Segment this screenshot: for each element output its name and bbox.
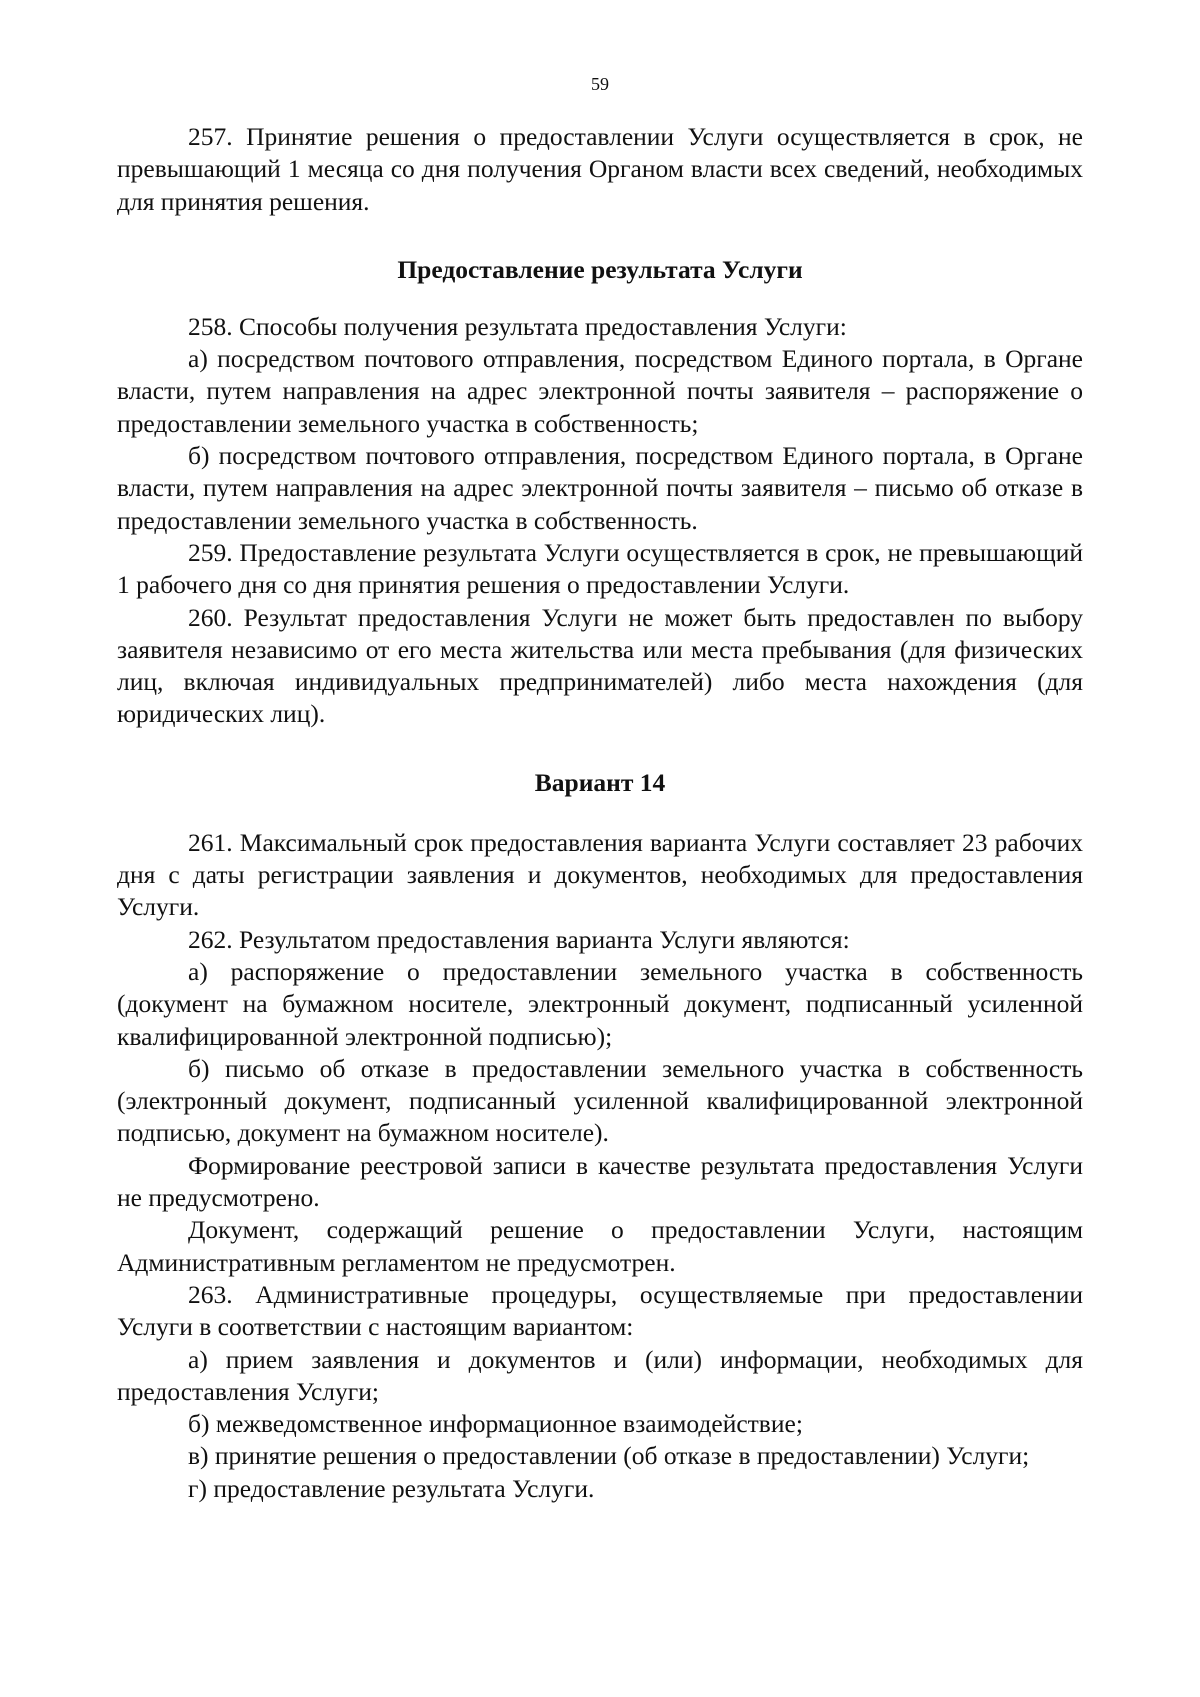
paragraph-registry-record: Формирование реестровой записи в качестве результата предоставления Услуги не предусмотрено. [117, 1150, 1083, 1213]
paragraph-258: 258. Способы получения результата предоставления Услуги: [188, 311, 847, 341]
section-heading-variant: Вариант 14 [534, 767, 666, 797]
paragraph-260: 260. Результат предоставления Услуги не может быть предоставлен по выбору заявителя независимо от его места жительства или места пребывания (для физических лиц, включая индивидуальных предпринимателей) либо места нахождения (для юридических лиц). [117, 602, 1083, 729]
paragraph-258-b: б) посредством почтового отправления, посредством Единого портала, в Органе власти, путем направления на адрес электронной почты заявителя – письмо об отказе в предоставлении земельного участка в собственность. [117, 441, 1083, 535]
paragraph-262: 262. Результатом предоставления варианта Услуги являются: [188, 924, 850, 954]
paragraph-261: 261. Максимальный срок предоставления варианта Услуги составляет 23 рабочих дня с даты регистрации заявления и документов, необходимых для предоставления Услуги. [117, 827, 1083, 922]
paragraph-decision-document: Документ, содержащий решение о предоставлении Услуги, настоящим Административным регламентом не предусмотрен. [117, 1215, 1083, 1277]
section-heading-result: Предоставление результата Услуги [397, 254, 803, 284]
paragraph-263-a: а) прием заявления и документов и (или) информации, необходимых для предоставления Услуги; [117, 1344, 1083, 1406]
paragraph-263-b: б) межведомственное информационное взаимодействие; [188, 1409, 803, 1439]
page-number: 59 [591, 74, 609, 94]
paragraph-259: 259. Предоставление результата Услуги осуществляется в срок, не превышающий 1 рабочего дня со дня принятия решения о предоставлении Услуги. [117, 537, 1083, 600]
paragraph-263-v: в) принятие решения о предоставлении (об отказе в предоставлении) Услуги; [188, 1441, 1030, 1471]
paragraph-263-g: г) предоставление результата Услуги. [188, 1473, 595, 1503]
paragraph-257: 257. Принятие решения о предоставлении Услуги осуществляется в срок, не превышающий 1 месяца со дня получения Органом власти всех сведений, необходимых для принятия решения. [117, 122, 1083, 216]
paragraph-262-a: а) распоряжение о предоставлении земельного участка в собственность (документ на бумажном носителе, электронный документ, подписанный усиленной квалифицированной электронной подписью); [117, 956, 1083, 1051]
paragraph-263: 263. Административные процедуры, осуществляемые при предоставлении Услуги в соответствии с настоящим вариантом: [117, 1279, 1083, 1342]
paragraph-262-b: б) письмо об отказе в предоставлении земельного участка в собственность (электронный документ, подписанный усиленной квалифицированной электронной подписью, документ на бумажном носителе). [117, 1053, 1083, 1148]
document-body [117, 121, 1083, 1505]
paragraph-258-a: а) посредством почтового отправления, посредством Единого портала, в Органе власти, путем направления на адрес электронной почты заявителя – распоряжение о предоставлении земельного участка в собственность; [117, 344, 1083, 438]
